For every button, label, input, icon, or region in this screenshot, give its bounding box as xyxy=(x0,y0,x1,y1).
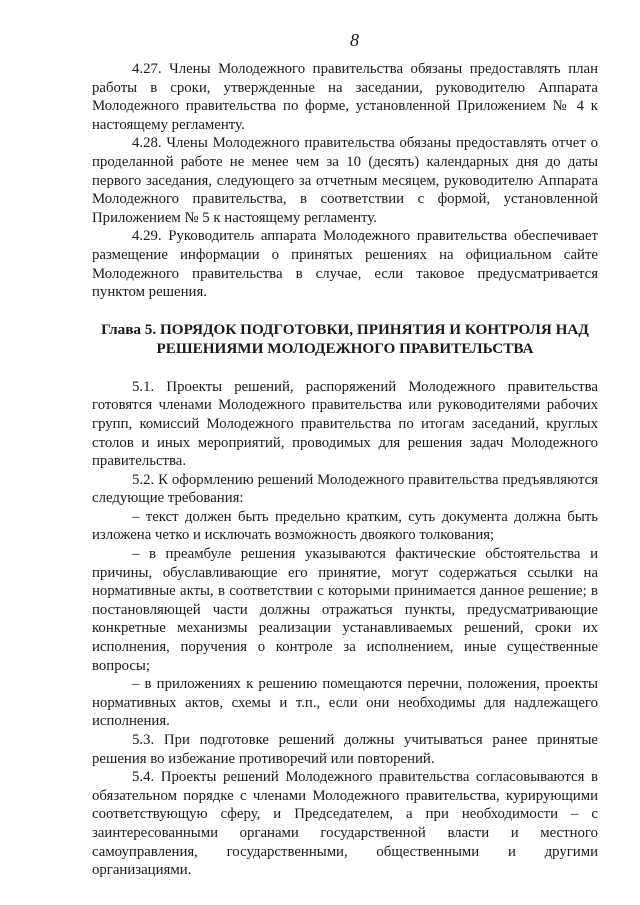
paragraph-4-29: 4.29. Руководитель аппарата Молодежного правительства обеспечивает размещение информации о принятых решениях на официальном сайте Молодежного правительства в случае, если таковое предусматривается пунктом решения. xyxy=(92,228,598,301)
paragraph-5-4: 5.4. Проекты решений Молодежного правительства согласовываются в обязательном порядке с членами Молодежного правительства, курирующими соответствующую сферу, и Председателем, а при необходимости – с заинтересованными органами государственной власти и местного самоуправления, государственными, общественными и другими организациями. xyxy=(92,769,598,879)
page-number: 8 xyxy=(350,30,359,50)
list-item-requirement-2: – в преамбуле решения указываются фактические обстоятельства и причины, обуславливающие его принятие, могут содержаться ссылки на нормативные акты, в соответствии с которыми принимается данное решение; в постановляющей части должны отражаться пункты, предусматривающие конкретные механизмы реализации устанавливаемых решений, сроки их исполнения, поручения о контроле за исполнением, иные существенные вопросы; xyxy=(92,546,598,674)
paragraph-5-1: 5.1. Проекты решений, распоряжений Молодежного правительства готовятся членами Молодежного правительства или руководителями рабочих групп, комиссий Молодежного правительства по итогам заседаний, круглых столов и иных мероприятий, проводимых для решения задач Молодежного правительства. xyxy=(92,378,598,470)
paragraph-4-27: 4.27. Члены Молодежного правительства обязаны предоставлять план работы в сроки, утвержденные на заседании, руководителю Аппарата Молодежного правительства по форме, установленной Приложением № 4 к настоящему регламенту. xyxy=(92,61,598,133)
chapter-heading xyxy=(92,320,598,358)
spacer xyxy=(92,358,598,378)
list-item-requirement-1: – текст должен быть предельно кратким, суть документа должна быть изложена четко и исключать возможность двоякого толкования; xyxy=(92,508,598,544)
paragraph-5-3: 5.3. При подготовке решений должны учитываться ранее принятые решения во избежание противоречий или повторений. xyxy=(92,732,598,767)
paragraph-4-28: 4.28. Члены Молодежного правительства обязаны предоставлять отчет о проделанной работе не менее чем за 10 (десять) календарных дня до даты первого заседания, следующего за отчетным месяцем, руководителю Аппарата Молодежного правительства, в соответствии с формой, установленной Приложением № 5 к настоящему регламенту. xyxy=(92,135,598,226)
document-body xyxy=(92,60,598,880)
spacer xyxy=(92,302,598,320)
chapter-heading-line2: РЕШЕНИЯМИ МОЛОДЕЖНОГО ПРАВИТЕЛЬСТВА xyxy=(156,339,534,357)
chapter-heading-line1: Глава 5. ПОРЯДОК ПОДГОТОВКИ, ПРИНЯТИЯ И КОНТРОЛЯ НАД xyxy=(101,320,589,338)
list-item-requirement-3: – в приложениях к решению помещаются перечни, положения, проекты нормативных актов, схемы и т.п., если они необходимы для надлежащего исполнения. xyxy=(92,676,598,730)
paragraph-5-2: 5.2. К оформлению решений Молодежного правительства предъявляются следующие требования: xyxy=(92,471,598,507)
